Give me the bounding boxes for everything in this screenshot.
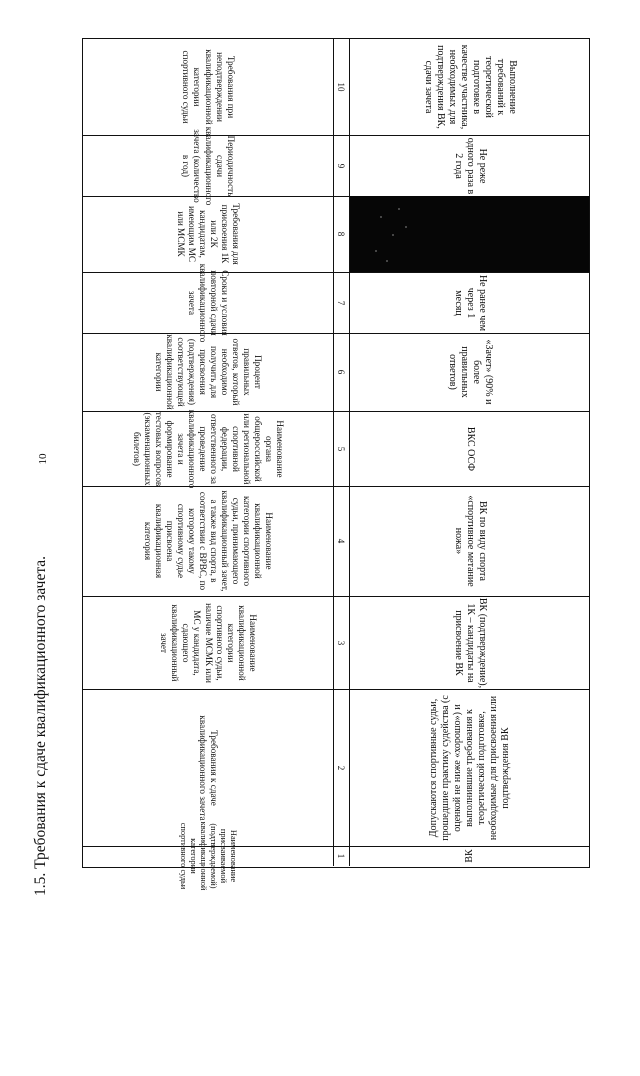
column-9-value: Не реже одного раза в 2 года <box>452 137 488 194</box>
column-8-header: Требования для присвоения 1К или 2К кандидатам, имеющим МС или МСМК <box>175 203 242 265</box>
column-7-number: 7 <box>336 300 347 305</box>
column-1-header: Наименование присваиваемой (подтверждаемой) квалификационной категории спортивного судьи <box>178 821 239 891</box>
page-number: 10 <box>37 453 49 465</box>
qualification-table <box>82 38 590 891</box>
column-3-header: Наименование квалификационной категории спортивного судьи, наличие МСМК или МС у кандидата, сдающего квалификационный зачет <box>159 602 258 683</box>
column-10-value: Выполнение требований к теоретической подготовке в качестве участника, необходимых для подтверждения ВК, сдачи зачета <box>422 44 518 130</box>
column-5-number: 5 <box>336 446 347 451</box>
column-2-number: 2 <box>336 765 347 770</box>
section-title: 1.5. Требования к сдаче квалификационного зачета. <box>32 555 49 897</box>
column-9-number: 9 <box>336 163 347 168</box>
column-7-value: Не ранее чем через 1 месяц <box>452 274 488 331</box>
column-8-number: 8 <box>336 231 347 237</box>
column-10-number: 10 <box>336 82 347 92</box>
column-2-value: Допускаются спортивные судьи, прошедшие практику судейства (с оценкой не ниже «хорошо») и выполнившие требования к теоретической подготовке, необходимые для присвоения или подтверждения ВК <box>427 694 511 841</box>
column-6-value: «Зачет» (90% и более правильных ответов) <box>446 339 494 405</box>
column-2-header: Требования к сдаче квалификационного зачета <box>198 714 220 821</box>
column-5-header: Наименование органа общероссийской или региональной спортивной федерации, ответственного за проведение квалификационного зачета и формирование тестовых вопросов (экзаменационных билетов) <box>131 409 286 488</box>
redaction-block <box>350 196 589 272</box>
column-6-number: 6 <box>336 369 347 375</box>
column-6-header: Процент правильных ответов, который необходимо получить для присвоения (подтверждения) соответствующей квалификационной категории <box>153 334 264 410</box>
column-1-value: ВК <box>463 849 475 863</box>
column-3-value: ВК (подтверждение), 1К – кандидаты на присвоение ВК <box>452 597 488 688</box>
column-4-number: 4 <box>336 538 347 544</box>
column-7-header: Сроки и условия повторной сдачи квалификационного зачета <box>186 263 231 342</box>
column-9-header: Периодичность сдачи квалификационного зачета (количество в год) <box>181 126 236 205</box>
column-10-header: Требования при неподтверждении квалификационной категории спортивного судьи <box>181 49 236 125</box>
column-4-header: Наименование квалификационной категории спортивного судьи, принимающего квалификационный зачет, а также вид спорта, в соответствии с ВРВС, по которому такому спортивному судье присвоена квалификационная категория <box>142 490 275 592</box>
column-4-value: ВК по виду спорта «спортивное метание ножа» <box>452 495 488 587</box>
column-3-number: 3 <box>336 640 347 645</box>
column-8-value <box>350 196 589 272</box>
column-5-value: ВКС ОСФ <box>464 426 476 471</box>
column-1-number: 1 <box>336 853 347 859</box>
